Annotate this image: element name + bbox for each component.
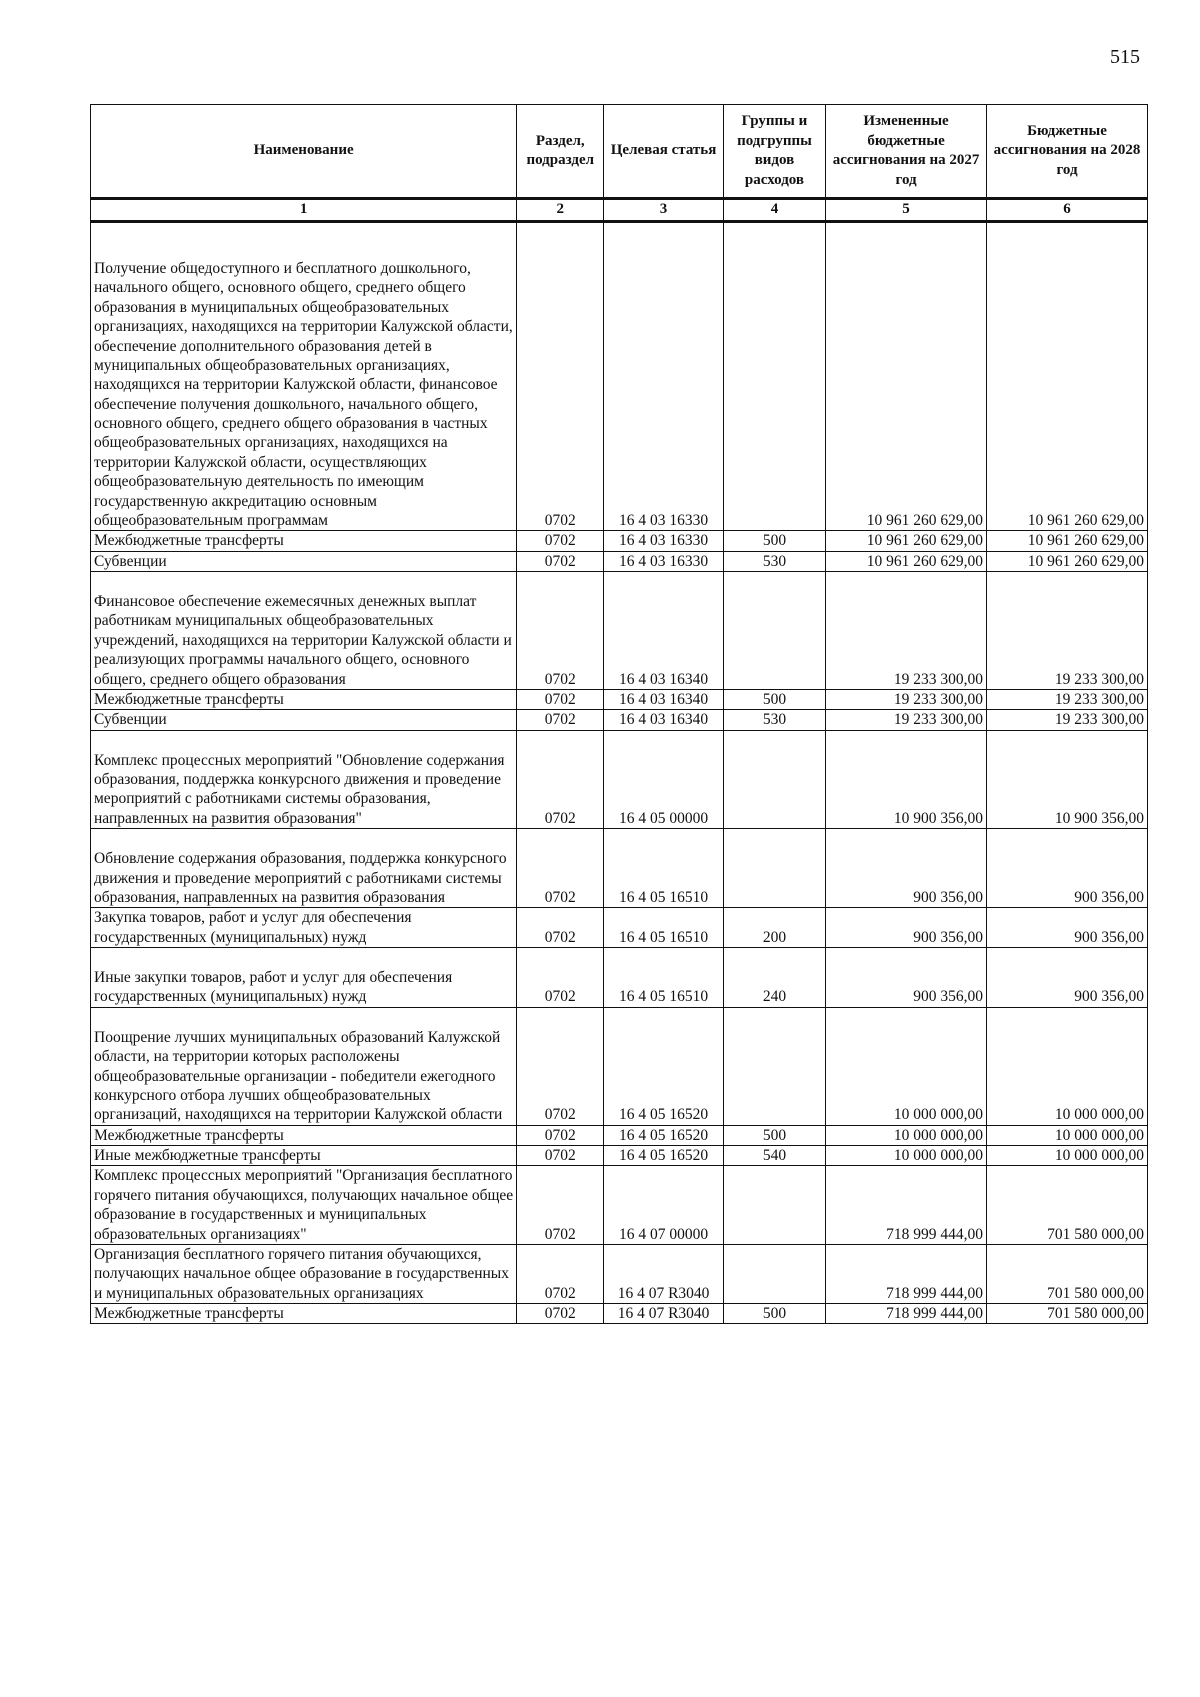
row-group [723,572,825,690]
row-group: 500 [723,531,825,551]
row-group [723,1166,825,1245]
table-body [91,222,1148,1324]
table-row [91,710,1148,730]
row-section: 0702 [517,1244,604,1303]
table-row [91,1304,1148,1324]
row-article: 16 4 05 16520 [604,1146,724,1166]
row-name: Организация бесплатного горячего питания обучающихся, получающих начальное общее образование в государственных и муниципальных образовательных организациях [91,1244,517,1303]
row-value-2028: 900 356,00 [987,829,1148,908]
table-row [91,1146,1148,1166]
row-group [723,222,825,531]
row-group [723,829,825,908]
row-article: 16 4 03 16330 [604,222,724,531]
row-name: Межбюджетные трансферты [91,1125,517,1145]
row-article: 16 4 03 16340 [604,689,724,709]
row-value-2028: 701 580 000,00 [987,1244,1148,1303]
row-value-2028: 10 961 260 629,00 [987,551,1148,571]
row-name: Субвенции [91,551,517,571]
table-row [91,222,1148,531]
row-value-2028: 10 000 000,00 [987,1125,1148,1145]
header-2027: Измененные бюджетные ассигнования на 2027 год [826,105,987,199]
row-name: Обновление содержания образования, поддержка конкурсного движения и проведение мероприятий с работниками системы образования, направленных на развития образования [91,829,517,908]
row-section: 0702 [517,730,604,829]
row-value-2027: 900 356,00 [826,948,987,1008]
row-group: 530 [723,551,825,571]
table-row [91,1125,1148,1145]
row-name: Межбюджетные трансферты [91,531,517,551]
row-section: 0702 [517,908,604,948]
row-value-2027: 10 000 000,00 [826,1125,987,1145]
row-value-2027: 10 961 260 629,00 [826,551,987,571]
row-value-2027: 19 233 300,00 [826,710,987,730]
row-section: 0702 [517,710,604,730]
row-article: 16 4 05 00000 [604,730,724,829]
page-number: 515 [1110,46,1140,68]
table-row [91,1166,1148,1245]
column-number: 2 [517,199,604,222]
header-name: Наименование [91,105,517,199]
column-number: 6 [987,199,1148,222]
row-name: Иные закупки товаров, работ и услуг для обеспечения государственных (муниципальных) нужд [91,948,517,1008]
table-row [91,572,1148,690]
row-group: 500 [723,1125,825,1145]
row-group: 500 [723,1304,825,1324]
row-article: 16 4 05 16520 [604,1125,724,1145]
row-section: 0702 [517,531,604,551]
row-value-2028: 701 580 000,00 [987,1304,1148,1324]
row-value-2028: 900 356,00 [987,948,1148,1008]
row-value-2028: 19 233 300,00 [987,710,1148,730]
table-row [91,551,1148,571]
table-row [91,1244,1148,1303]
row-article: 16 4 03 16340 [604,572,724,690]
row-article: 16 4 05 16510 [604,829,724,908]
row-value-2027: 900 356,00 [826,908,987,948]
row-article: 16 4 03 16330 [604,531,724,551]
table-row [91,948,1148,1008]
row-name: Закупка товаров, работ и услуг для обеспечения государственных (муниципальных) нужд [91,908,517,948]
table-row [91,689,1148,709]
column-number-row [91,199,1148,222]
row-group [723,730,825,829]
row-value-2027: 19 233 300,00 [826,689,987,709]
header-2028: Бюджетные ассигнования на 2028 год [987,105,1148,199]
column-number: 4 [723,199,825,222]
budget-table [90,104,1148,1324]
header-row [91,105,1148,199]
row-group: 240 [723,948,825,1008]
row-value-2027: 10 961 260 629,00 [826,531,987,551]
row-section: 0702 [517,222,604,531]
row-article: 16 4 03 16330 [604,551,724,571]
header-section: Раздел, подраздел [517,105,604,199]
row-section: 0702 [517,1007,604,1125]
column-number: 5 [826,199,987,222]
row-value-2028: 19 233 300,00 [987,689,1148,709]
table-row [91,730,1148,829]
row-value-2028: 10 000 000,00 [987,1146,1148,1166]
row-value-2028: 10 961 260 629,00 [987,222,1148,531]
row-article: 16 4 05 16520 [604,1007,724,1125]
row-group: 500 [723,689,825,709]
row-section: 0702 [517,572,604,690]
row-value-2027: 19 233 300,00 [826,572,987,690]
row-value-2027: 10 961 260 629,00 [826,222,987,531]
row-value-2028: 701 580 000,00 [987,1166,1148,1245]
header-group: Группы и подгруппы видов расходов [723,105,825,199]
table-row [91,829,1148,908]
table-row [91,531,1148,551]
row-section: 0702 [517,1125,604,1145]
row-value-2027: 718 999 444,00 [826,1304,987,1324]
row-article: 16 4 05 16510 [604,948,724,1008]
row-value-2028: 10 900 356,00 [987,730,1148,829]
table-row [91,1007,1148,1125]
row-value-2028: 900 356,00 [987,908,1148,948]
row-section: 0702 [517,948,604,1008]
row-article: 16 4 03 16340 [604,710,724,730]
row-group: 200 [723,908,825,948]
row-article: 16 4 07 00000 [604,1166,724,1245]
header-article: Целевая статья [604,105,724,199]
table-row [91,908,1148,948]
row-name: Финансовое обеспечение ежемесячных денежных выплат работникам муниципальных общеобразовательных учреждений, находящихся на территории Калужской области и реализующих программы начального общего, основного общего, среднего общего образования [91,572,517,690]
row-name: Комплекс процессных мероприятий "Организация бесплатного горячего питания обучающихся, получающих начальное общее образование в государственных и муниципальных образовательных организациях" [91,1166,517,1245]
row-article: 16 4 05 16510 [604,908,724,948]
row-section: 0702 [517,1146,604,1166]
row-name: Получение общедоступного и бесплатного дошкольного, начального общего, основного общего, среднего общего образования в муниципальных общеобразовательных организациях, находящихся на территории Калужской области, обеспечение дополнительного образования детей в муниципальных общеобразовательных организациях, находящихся на территории Калужской области, финансовое обеспечение получения дошкольного, начального общего, основного общего, среднего общего образования в частных общеобразовательных организациях, находящихся на территории Калужской области, осуществляющих общеобразовательную деятельность по имеющим государственную аккредитацию основным общеобразовательным программам [91,222,517,531]
row-group: 530 [723,710,825,730]
row-article: 16 4 07 R3040 [604,1244,724,1303]
row-name: Субвенции [91,710,517,730]
row-article: 16 4 07 R3040 [604,1304,724,1324]
row-value-2027: 10 000 000,00 [826,1007,987,1125]
row-name: Межбюджетные трансферты [91,1304,517,1324]
row-name: Комплекс процессных мероприятий "Обновление содержания образования, поддержка конкурсного движения и проведение мероприятий с работниками системы образования, направленных на развития образования" [91,730,517,829]
row-group: 540 [723,1146,825,1166]
row-value-2028: 10 961 260 629,00 [987,531,1148,551]
row-section: 0702 [517,1304,604,1324]
row-value-2027: 10 900 356,00 [826,730,987,829]
row-section: 0702 [517,689,604,709]
row-group [723,1244,825,1303]
row-section: 0702 [517,551,604,571]
row-section: 0702 [517,1166,604,1245]
row-value-2027: 718 999 444,00 [826,1244,987,1303]
row-value-2028: 10 000 000,00 [987,1007,1148,1125]
row-value-2027: 10 000 000,00 [826,1146,987,1166]
row-name: Иные межбюджетные трансферты [91,1146,517,1166]
row-name: Межбюджетные трансферты [91,689,517,709]
column-number: 1 [91,199,517,222]
column-number: 3 [604,199,724,222]
row-value-2027: 900 356,00 [826,829,987,908]
row-value-2027: 718 999 444,00 [826,1166,987,1245]
row-group [723,1007,825,1125]
row-section: 0702 [517,829,604,908]
row-name: Поощрение лучших муниципальных образований Калужской области, на территории которых расположены общеобразовательные организации - победители ежегодного конкурсного отбора лучших общеобразовательных организаций, находящихся на территории Калужской области [91,1007,517,1125]
row-value-2028: 19 233 300,00 [987,572,1148,690]
